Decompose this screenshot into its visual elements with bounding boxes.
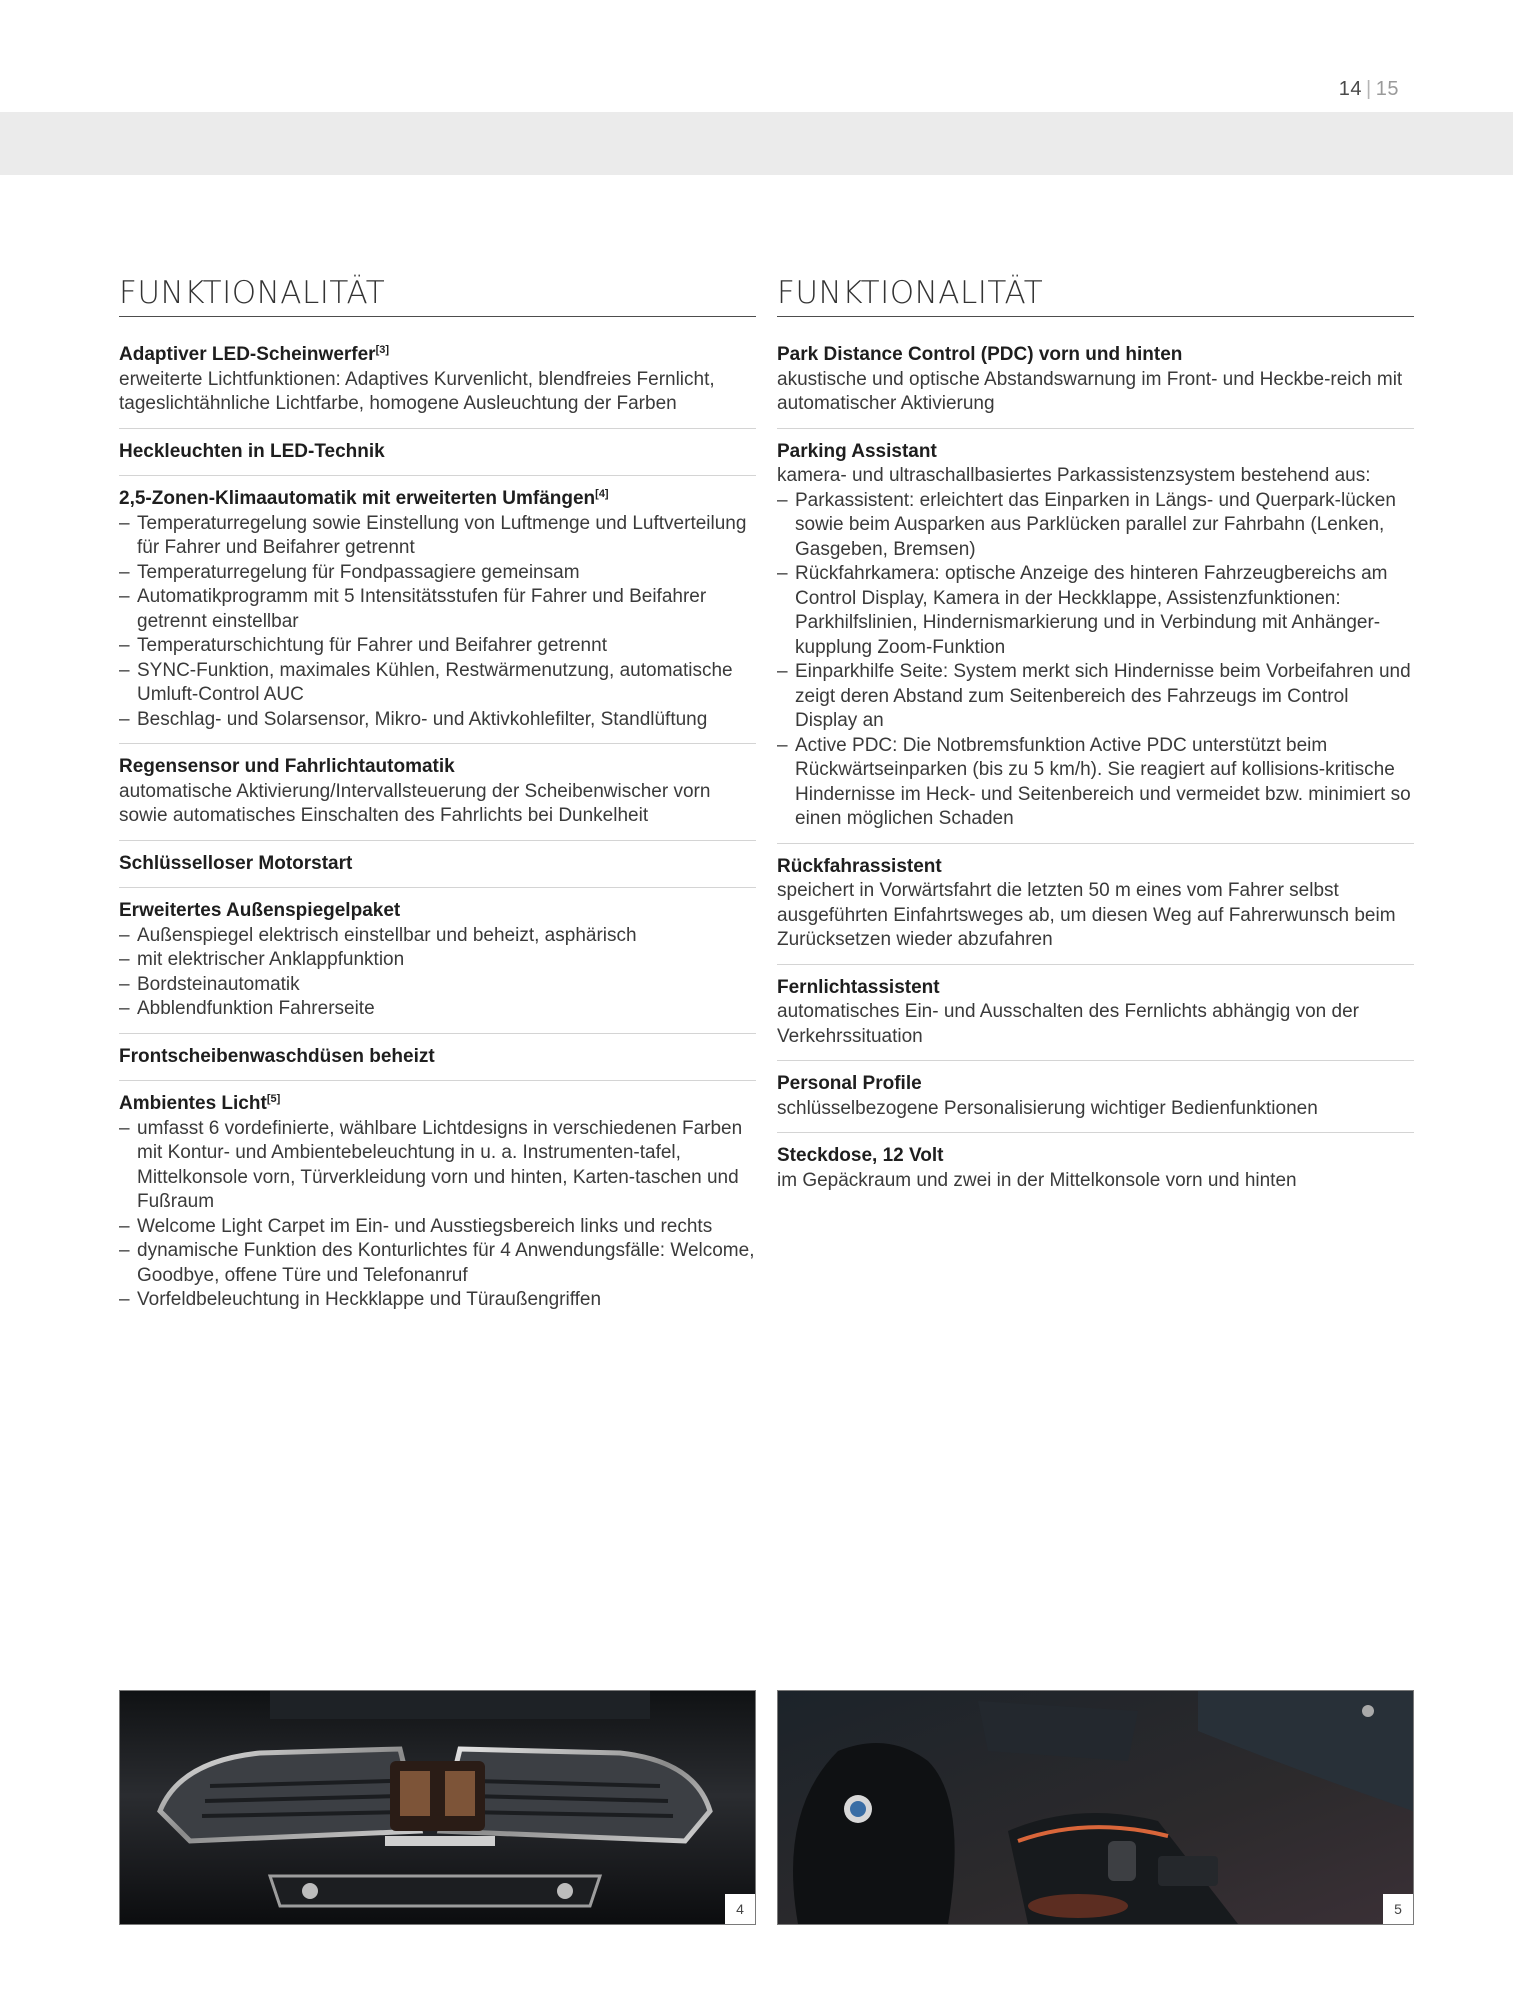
feature-item: [119, 1081, 756, 1324]
feature-title-text: Regensensor und Fahrlichtautomatik: [119, 756, 455, 777]
feature-title-text: Schlüsselloser Motorstart: [119, 852, 353, 874]
feature-title: [777, 343, 1414, 368]
feature-title-text: Erweitertes Außenspiegelpaket: [119, 900, 401, 921]
feature-title: [777, 440, 1414, 465]
feature-title: [777, 1144, 1414, 1169]
feature-item: [119, 841, 756, 889]
feature-title-text: 2,5-Zonen-Klimaautomatik mit erweiterten Umfängen: [119, 488, 596, 509]
feature-bullet: – Abblendfunktion Fahrerseite: [119, 997, 756, 1022]
dashboard-vents-image: [120, 1691, 755, 1924]
feature-bullet: – Rückfahrkamera: optische Anzeige des hinteren Fahrzeugbereichs am Control Display, Kamera in der Heckklappe, Assistenzfunktionen: Parkhilfslinien, Hindernismarkierung und in Verbindung mit Anhänger-kupplung Zoom-Funktion: [777, 562, 1414, 660]
feature-title: [777, 976, 1414, 1001]
feature-title-text: Adaptiver LED-Scheinwerfer: [119, 344, 376, 365]
feature-title: [777, 1072, 1414, 1097]
feature-bullet: – Bordsteinautomatik: [119, 973, 756, 998]
page-current: 14: [1338, 78, 1363, 100]
feature-title: [119, 1045, 756, 1070]
feature-title: [119, 852, 756, 877]
right-column: [777, 270, 1414, 1204]
feature-bullet: – umfasst 6 vordefinierte, wählbare Lichtdesigns in verschiedenen Farben mit Kontur- und Ambientebeleuchtung in u. a. Instrumenten-tafel, Mittelkonsole vorn, Türverkleidung vorn und hinten, Karten-taschen und Fußraum: [119, 1117, 756, 1215]
feature-title: [119, 1092, 756, 1117]
feature-title-text: Frontscheibenwaschdüsen beheizt: [119, 1045, 435, 1067]
feature-item: [777, 343, 1414, 429]
footnote-ref: [4]: [595, 488, 609, 500]
feature-description: schlüsselbezogene Personalisierung wichtiger Bedienfunktionen: [777, 1097, 1318, 1119]
feature-description: im Gepäckraum und zwei in der Mittelkonsole vorn und hinten: [777, 1169, 1297, 1191]
feature-bullet-list: [119, 924, 756, 1022]
feature-title-text: Park Distance Control (PDC) vorn und hinten: [777, 344, 1183, 365]
feature-description: automatische Aktivierung/Intervallsteuerung der Scheibenwischer vorn sowie automatisches Einschalten des Fahrlichts bei Dunkelheit: [119, 780, 711, 826]
feature-item: [119, 343, 756, 429]
feature-item: [119, 744, 756, 841]
feature-title-text: Rückfahrassistent: [777, 855, 942, 877]
footnote-ref: [3]: [375, 344, 390, 356]
feature-bullet: – Einparkhilfe Seite: System merkt sich Hindernisse beim Vorbeifahren und zeigt deren Abstand zum Seitenbereich des Fahrzeugs im Control Display an: [777, 660, 1414, 734]
page-separator: |: [1366, 78, 1372, 100]
feature-item: [119, 1034, 756, 1082]
feature-bullet: – Active PDC: Die Notbremsfunktion Active PDC unterstützt beim Rückwärtseinparken (bis zu 5 km/h). Sie reagiert auf kollisions-kritische Hindernisse im Heck- und Seitenbereich und vermeidet bzw. minimiert so einen möglichen Schaden: [777, 734, 1414, 832]
page-next: 15: [1375, 78, 1399, 100]
photo-dashboard-vents: [119, 1690, 756, 1925]
feature-item: [777, 844, 1414, 965]
feature-bullet: – Außenspiegel elektrisch einstellbar und beheizt, asphärisch: [119, 924, 756, 949]
feature-description: automatisches Ein- und Ausschalten des Fernlichts abhängig von der Verkehrssituation: [777, 1001, 1359, 1047]
feature-item: [119, 888, 756, 1034]
feature-bullet: – Beschlag- und Solarsensor, Mikro- und Aktivkohlefilter, Standlüftung: [119, 708, 756, 733]
feature-list: [777, 343, 1414, 1204]
feature-bullet-list: [119, 1117, 756, 1313]
feature-item: [777, 1061, 1414, 1133]
feature-bullet: – dynamische Funktion des Konturlichtes für 4 Anwendungsfälle: Welcome, Goodbye, offene Türe und Telefonanruf: [119, 1239, 756, 1288]
page-number: [1339, 78, 1399, 101]
feature-title: [119, 440, 756, 465]
feature-item: [777, 429, 1414, 844]
header-band: [0, 112, 1513, 175]
feature-description: erweiterte Lichtfunktionen: Adaptives Kurvenlicht, blendfreies Fernlicht, tageslichtähnliche Lichtfarbe, homogene Ausleuchtung der Farben: [119, 368, 715, 414]
feature-bullet-list: [777, 489, 1414, 832]
feature-bullet: – mit elektrischer Anklappfunktion: [119, 948, 756, 973]
cockpit-ambient-image: [778, 1691, 1413, 1924]
photo-number: 5: [1383, 1894, 1413, 1924]
feature-title-text: Heckleuchten in LED-Technik: [119, 440, 385, 462]
feature-bullet: – Welcome Light Carpet im Ein- und Ausstiegsbereich links und rechts: [119, 1215, 756, 1240]
feature-title: [119, 755, 756, 780]
feature-bullet: – SYNC-Funktion, maximales Kühlen, Restwärmenutzung, automatische Umluft-Control AUC: [119, 659, 756, 708]
feature-list: [119, 343, 756, 1324]
feature-description: speichert in Vorwärtsfahrt die letzten 50 m eines vom Fahrer selbst ausgeführten Einfahrtsweges ab, um diesen Weg auf Fahrerwunsch beim Zurücksetzen wieder abzufahren: [777, 880, 1396, 950]
section-title: FUNKTIONALITÄT: [777, 270, 1414, 317]
feature-bullet: – Temperaturregelung sowie Einstellung von Luftmenge und Luftverteilung für Fahrer und Beifahrer getrennt: [119, 512, 756, 561]
feature-item: [777, 1133, 1414, 1204]
photo-number: 4: [725, 1894, 755, 1924]
feature-bullet: – Temperaturregelung für Fondpassagiere gemeinsam: [119, 561, 756, 586]
feature-description: kamera- und ultraschallbasiertes Parkassistenzsystem bestehend aus:: [777, 465, 1371, 486]
feature-item: [777, 965, 1414, 1062]
feature-title-text: Ambientes Licht: [119, 1093, 267, 1114]
feature-item: [119, 429, 756, 477]
feature-item: [119, 476, 756, 744]
feature-title-text: Steckdose, 12 Volt: [777, 1145, 944, 1166]
left-column: [119, 270, 756, 1324]
photo-cockpit-ambient: [777, 1690, 1414, 1925]
feature-bullet-list: [119, 512, 756, 733]
feature-title: [119, 487, 756, 512]
section-title: FUNKTIONALITÄT: [119, 270, 756, 317]
feature-bullet: – Temperaturschichtung für Fahrer und Beifahrer getrennt: [119, 634, 756, 659]
feature-bullet: – Vorfeldbeleuchtung in Heckklappe und Türaußengriffen: [119, 1288, 756, 1313]
feature-title-text: Fernlichtassistent: [777, 976, 940, 998]
feature-title: [119, 899, 756, 924]
feature-title: [777, 855, 1414, 880]
footnote-ref: [5]: [266, 1093, 281, 1105]
feature-title-text: Personal Profile: [777, 1073, 922, 1094]
feature-bullet: – Automatikprogramm mit 5 Intensitätsstufen für Fahrer und Beifahrer getrennt einstellbar: [119, 585, 756, 634]
feature-title-text: Parking Assistant: [777, 440, 937, 462]
feature-bullet: – Parkassistent: erleichtert das Einparken in Längs- und Querpark-lücken sowie beim Ausparken aus Parklücken parallel zur Fahrbahn (Lenken, Gasgeben, Bremsen): [777, 489, 1414, 563]
feature-title: [119, 343, 756, 368]
feature-description: akustische und optische Abstandswarnung im Front- und Heckbe-reich mit automatischer Aktivierung: [777, 368, 1403, 414]
